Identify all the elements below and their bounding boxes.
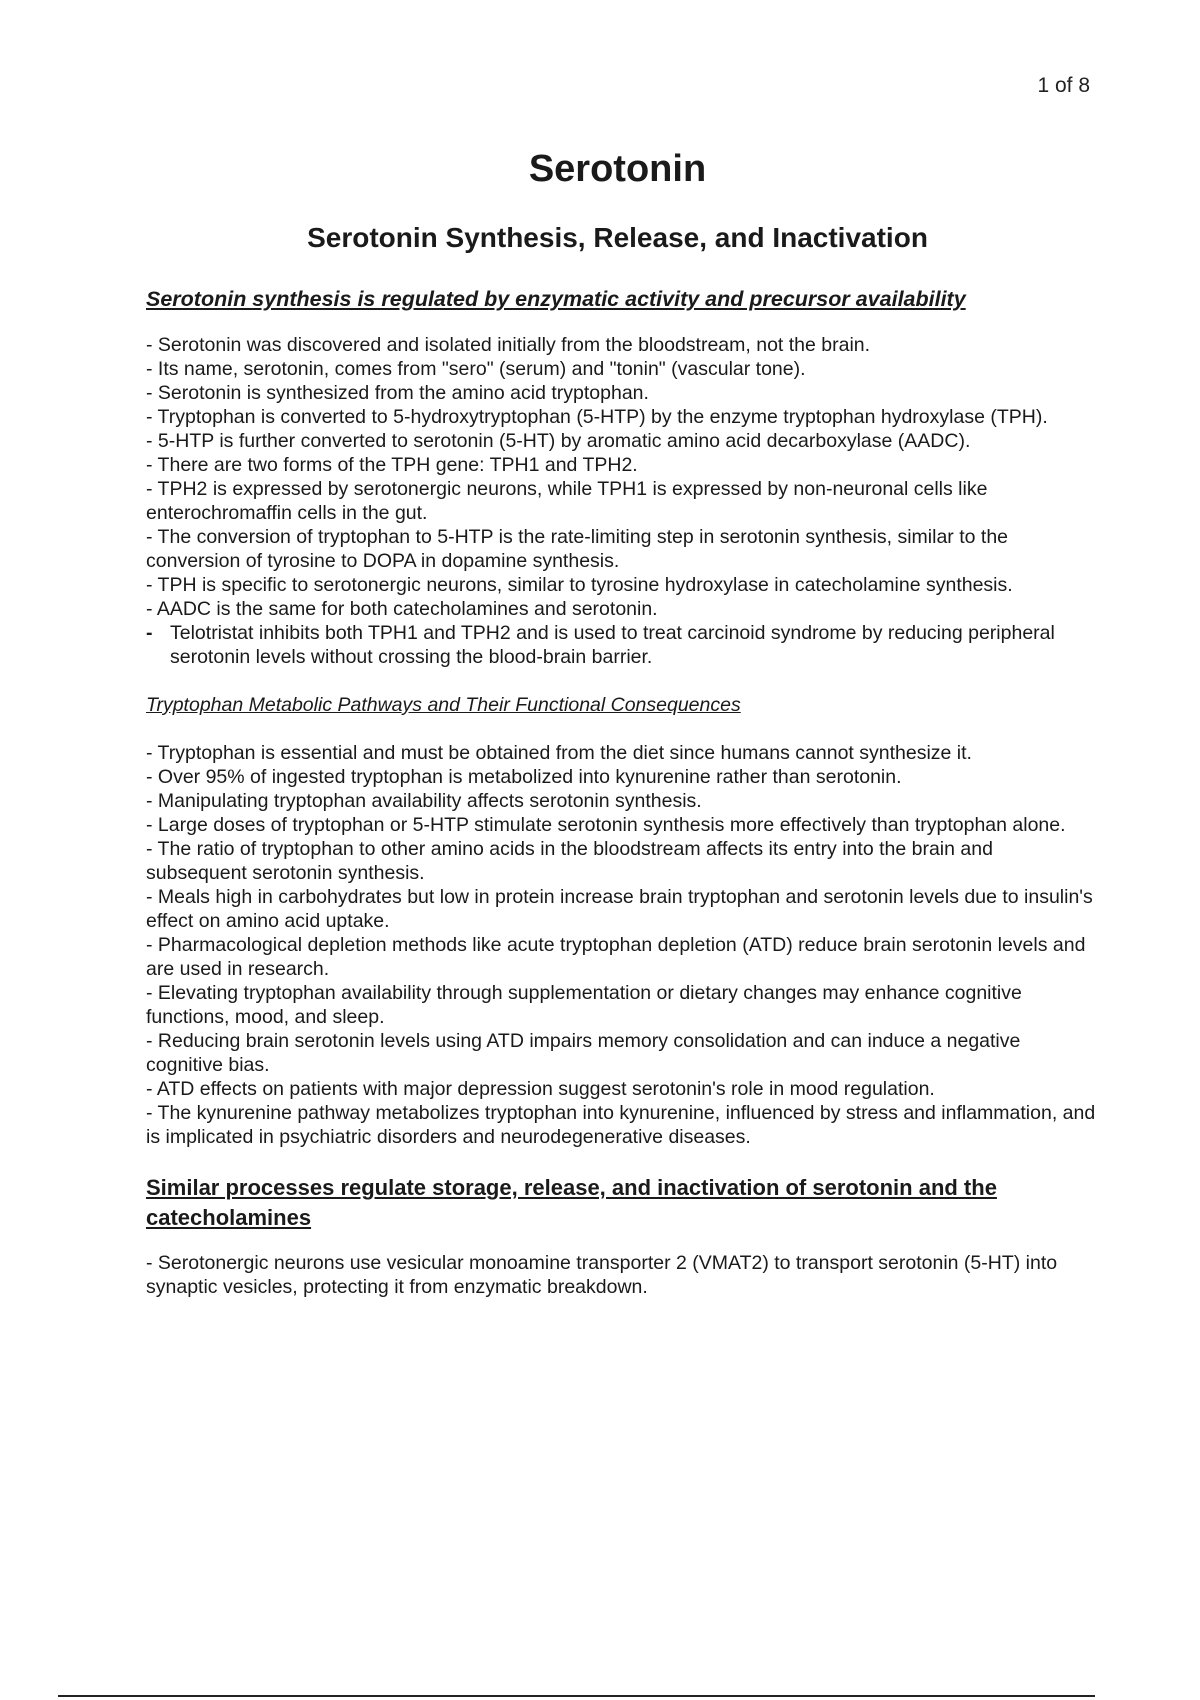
document-subtitle: Serotonin Synthesis, Release, and Inactivation (307, 222, 928, 253)
list-item: - TPH2 is expressed by serotonergic neurons, while TPH1 is expressed by non-neuronal cells like enterochromaffin cells in the gut. (146, 478, 988, 524)
list-item: - ATD effects on patients with major depression suggest serotonin's role in mood regulation. (146, 1078, 935, 1100)
list-item: - The kynurenine pathway metabolizes tryptophan into kynurenine, influenced by stress and inflammation, and is implicated in psychiatric disorders and neurodegenerative diseases. (146, 1102, 1096, 1148)
list-item: - There are two forms of the TPH gene: TPH1 and TPH2. (146, 454, 638, 476)
list-item: - Large doses of tryptophan or 5-HTP stimulate serotonin synthesis more effectively than tryptophan alone. (146, 814, 1066, 836)
list-item: - Tryptophan is converted to 5-hydroxytryptophan (5-HTP) by the enzyme tryptophan hydroxylase (TPH). (146, 406, 1048, 428)
list-item: - Over 95% of ingested tryptophan is metabolized into kynurenine rather than serotonin. (146, 766, 902, 788)
list-item: - Elevating tryptophan availability through supplementation or dietary changes may enhance cognitive functions, mood, and sleep. (146, 982, 1022, 1028)
footer-divider (58, 1695, 1095, 1697)
section-heading-tryptophan-pathways: Tryptophan Metabolic Pathways and Their Functional Consequences (146, 694, 741, 716)
list-item: - The conversion of tryptophan to 5-HTP is the rate-limiting step in serotonin synthesis, similar to the conversion of tyrosine to DOPA in dopamine synthesis. (146, 526, 1009, 572)
section-heading-storage-release: Similar processes regulate storage, release, and inactivation of serotonin and the catecholamines (146, 1175, 997, 1230)
list-item: - TPH is specific to serotonergic neurons, similar to tyrosine hydroxylase in catecholamine synthesis. (146, 574, 1013, 596)
list-item-indented (146, 621, 1096, 669)
list-item-text: Telotristat inhibits both TPH1 and TPH2 and is used to treat carcinoid syndrome by reducing peripheral serotonin levels without crossing the blood-brain barrier. (170, 622, 1055, 668)
list-item: - Serotonergic neurons use vesicular monoamine transporter 2 (VMAT2) to transport serotonin (5-HT) into synaptic vesicles, protecting it from enzymatic breakdown. (146, 1252, 1058, 1298)
document-body (146, 285, 1096, 1323)
section-heading-synthesis: Serotonin synthesis is regulated by enzymatic activity and precursor availability (146, 287, 966, 311)
list-item: - Tryptophan is essential and must be obtained from the diet since humans cannot synthesize it. (146, 742, 972, 764)
dash-marker: - (146, 622, 153, 644)
document-title: Serotonin (528, 148, 707, 190)
list-item: - 5-HTP is further converted to serotonin (5-HT) by aromatic amino acid decarboxylase (AADC). (146, 430, 971, 452)
list-item: - AADC is the same for both catecholamines and serotonin. (146, 598, 658, 620)
list-item: - Pharmacological depletion methods like acute tryptophan depletion (ATD) reduce brain serotonin levels and are used in research. (146, 934, 1086, 980)
list-item: - Serotonin was discovered and isolated initially from the bloodstream, not the brain. (146, 334, 871, 356)
section-body-tryptophan-pathways (146, 741, 1096, 1149)
list-item: - Serotonin is synthesized from the amino acid tryptophan. (146, 382, 649, 404)
list-item: - The ratio of tryptophan to other amino acids in the bloodstream affects its entry into the brain and subsequent serotonin synthesis. (146, 838, 993, 884)
section-body-storage-release (146, 1251, 1096, 1299)
list-item: - Manipulating tryptophan availability affects serotonin synthesis. (146, 790, 702, 812)
page-number: 1 of 8 (1037, 74, 1090, 97)
list-item: - Meals high in carbohydrates but low in protein increase brain tryptophan and serotonin levels due to insulin's effect on amino acid uptake. (146, 886, 1093, 932)
list-item: - Reducing brain serotonin levels using ATD impairs memory consolidation and can induce a negative cognitive bias. (146, 1030, 1021, 1076)
list-item: - Its name, serotonin, comes from "sero" (serum) and "tonin" (vascular tone). (146, 358, 806, 380)
section-body-synthesis (146, 333, 1096, 669)
